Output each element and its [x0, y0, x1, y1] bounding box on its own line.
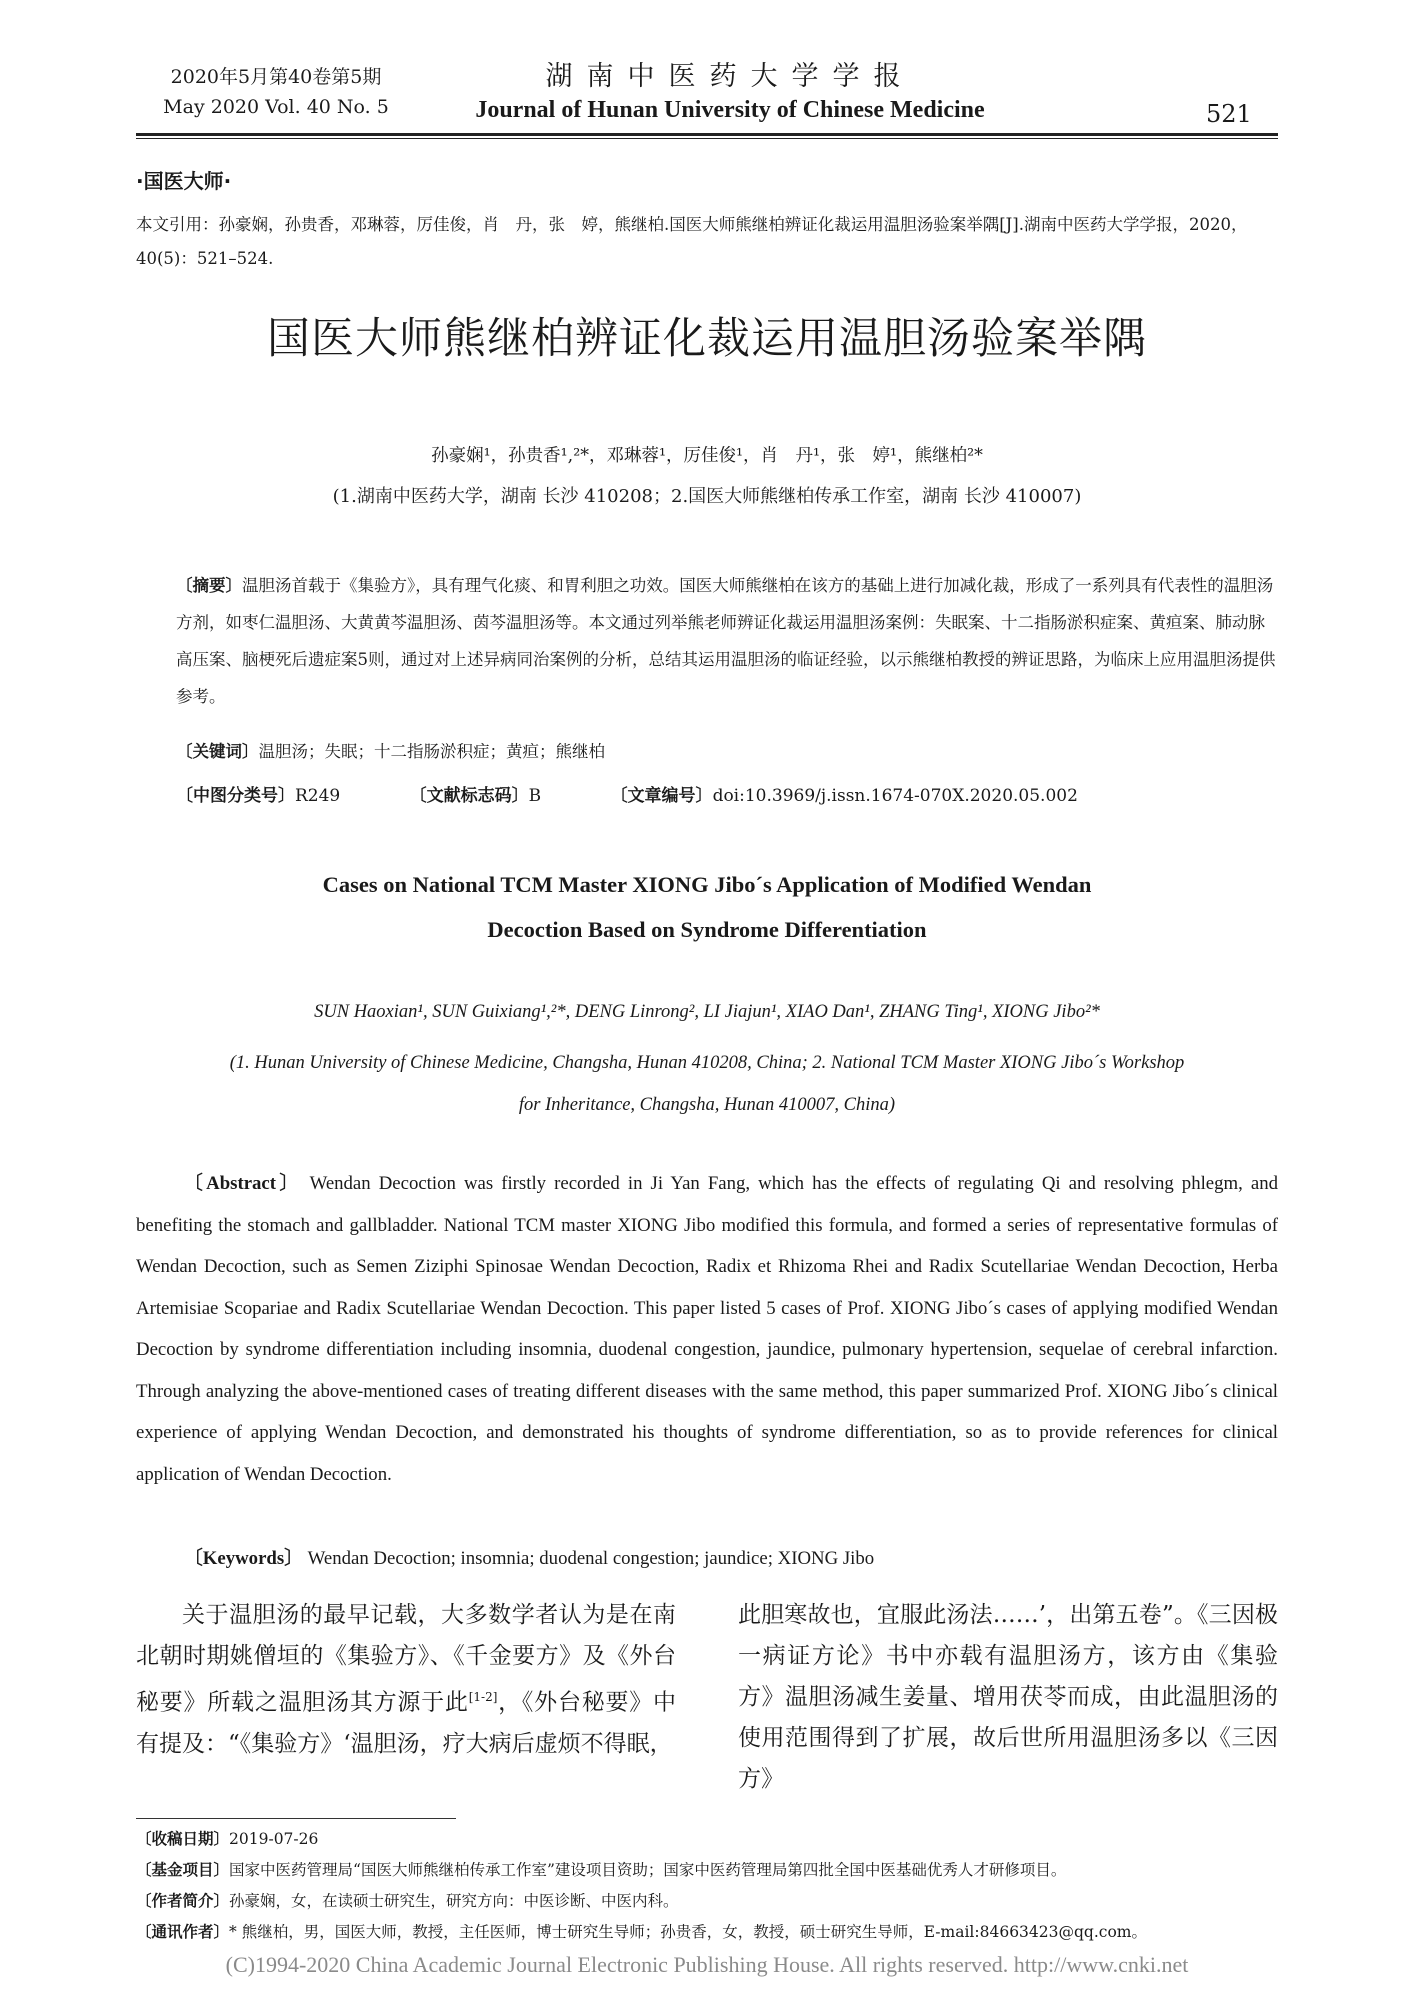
title-cn: 国医大师熊继柏辨证化裁运用温胆汤验案举隅	[267, 314, 1147, 364]
affiliation-en-line1: (1. Hunan University of Chinese Medicine, Changsha, Hunan 410208, China; 2. National TCM Master XIONG Jibo´s Workshop	[229, 1053, 1185, 1073]
abstract-en-paragraph	[136, 1163, 1278, 1495]
doc-code-item	[410, 786, 542, 806]
authors-cn: 孙豪娴¹，孙贵香¹,²*，邓琳蓉¹，厉佳俊¹，肖 丹¹，张 婷¹，熊继柏²*	[431, 446, 983, 466]
keywords-cn-label: 〔关键词〕	[176, 742, 259, 761]
issue-en: May 2020 Vol. 40 No. 5	[163, 96, 389, 118]
footnote-text: * 熊继柏，男，国医大师，教授，主任医师，博士研究生导师；孙贵香，女，教授，硕士研究生导师，E-mail:84663423@qq.com。	[229, 1923, 1147, 1941]
affiliation-en-line2: for Inheritance, Changsha, Hunan 410007, China)	[518, 1095, 896, 1115]
body-text-1b: ，《外台秘要》中有提及：“《集验方》‘温胆汤，疗大病后虚烦不得眠，	[136, 1689, 677, 1757]
abstract-en-label: 〔Abstract〕	[184, 1173, 302, 1194]
abstract-en-text: Wendan Decoction was firstly recorded in Ji Yan Fang, which has the effects of regulating Qi and resolving phlegm, and benefiting the stomach and gallbladder. National TCM master XIONG Jibo modified this formula, and formed a series of representative formulas of Wendan Decoction, such as Semen Ziziphi Spinosae Wendan Decoction, Radix et Rhizoma Rhei and Radix Scutellariae Wendan Decoction, Herba Artemisiae Scopariae and Radix Scutellariae Wendan Decoction. This paper listed 5 cases of Prof. XIONG Jibo´s cases of applying modified Wendan Decoction by syndrome differentiation including insomnia, duodenal congestion, jaundice, pulmonary hypertension, sequelae of cerebral infarction. Through analyzing the above-mentioned cases of treating different diseases with the same method, this paper summarized Prof. XIONG Jibo´s clinical experience of applying Wendan Decoction, and demonstrated his thoughts of syndrome differentiation, so as to provide references for clinical application of Wendan Decoction.	[136, 1173, 1279, 1485]
footnote-received	[136, 1824, 1278, 1855]
page-number: 521	[1206, 100, 1252, 128]
keywords-en-text: Wendan Decoction; insomnia; duodenal congestion; jaundice; XIONG Jibo	[307, 1548, 875, 1569]
abstract-cn	[176, 567, 1276, 715]
clc-value: R249	[295, 786, 341, 806]
footnote-author-bio	[136, 1886, 1278, 1917]
section-tag: ·国医大师·	[136, 169, 232, 193]
footnote-label: 〔作者简介〕	[136, 1892, 230, 1910]
footnote-rule	[136, 1818, 456, 1819]
abstract-cn-label: 〔摘要〕	[176, 576, 242, 595]
keywords-en	[184, 1543, 1274, 1570]
keywords-en-label: 〔Keywords〕	[184, 1548, 303, 1569]
citation: 本文引用：孙豪娴，孙贵香，邓琳蓉，厉佳俊，肖 丹，张 婷，熊继柏.国医大师熊继柏辨证化裁运用温胆汤验案举隅[J].湖南中医药大学学报，2020，40(5)：521–524.	[136, 215, 1248, 268]
footnote-label: 〔基金项目〕	[136, 1861, 230, 1879]
doc-code-label: 〔文献标志码〕	[409, 786, 529, 806]
affiliation-cn: (1.湖南中医药大学，湖南 长沙 410208；2.国医大师熊继柏传承工作室，湖南 长沙 410007)	[332, 486, 1082, 507]
authors-en: SUN Haoxian¹, SUN Guixiang¹,²*, DENG Linrong², LI Jiajun¹, XIAO Dan¹, ZHANG Ting¹, XIONG Jibo²*	[314, 1002, 1100, 1022]
footnote-funding	[136, 1855, 1278, 1886]
abstract-en	[136, 1163, 1278, 1495]
abstract-cn-text: 温胆汤首载于《集验方》，具有理气化痰、和胃利胆之功效。国医大师熊继柏在该方的基础上进行加减化裁，形成了一系列具有代表性的温胆汤方剂，如枣仁温胆汤、大黄黄芩温胆汤、茵芩温胆汤等。本文通过列举熊老师辨证化裁运用温胆汤案例：失眠案、十二指肠淤积症案、黄疸案、肺动脉高压案、脑梗死后遗症案5则，通过对上述异病同治案例的分析，总结其运用温胆汤的临证经验，以示熊继柏教授的辨证思路，为临床上应用温胆汤提供参考。	[176, 576, 1276, 706]
article-id-label: 〔文章编号〕	[610, 786, 713, 806]
article-id-item	[611, 786, 1078, 806]
title-en	[136, 862, 1278, 952]
classification-line	[176, 781, 1276, 806]
article-id-value: doi:10.3969/j.issn.1674-070X.2020.05.002	[712, 786, 1078, 806]
footnote-text: 2019-07-26	[229, 1830, 319, 1848]
header-rule-thick	[136, 133, 1278, 136]
body-paragraph-1	[136, 1595, 676, 1765]
footnote-text: 孙豪娴，女，在读硕士研究生，研究方向：中医诊断、中医内科。	[229, 1892, 679, 1910]
issue-cn: 2020年5月第40卷第5期	[170, 66, 382, 88]
clc-label: 〔中图分类号〕	[176, 786, 295, 806]
body-text-1a: 关于温胆汤的最早记载，大多数学者认为是在南北朝时期姚僧垣的《集验方》、《千金要方》及《外台秘要》所载之温胆汤其方源于此	[136, 1602, 676, 1716]
keywords-cn-text: 温胆汤；失眠；十二指肠淤积症；黄疸；熊继柏	[258, 742, 605, 761]
footnote-label: 〔通讯作者〕	[136, 1923, 230, 1941]
body-column-left	[136, 1595, 676, 1765]
footnote-corresponding	[136, 1917, 1278, 1948]
journal-header	[420, 60, 1040, 126]
footnote-label: 〔收稿日期〕	[136, 1830, 230, 1848]
title-en-line1: Cases on National TCM Master XIONG Jibo´s Application of Modified Wendan	[322, 872, 1092, 897]
body-paragraph-2: 此胆寒故也，宜服此汤法……’，出第五卷”。《三因极一病证方论》书中亦载有温胆汤方，该方由《集验方》温胆汤减生姜量、增用茯苓而成，由此温胆汤的使用范围得到了扩展，故后世所用温胆汤多以《三因方》	[738, 1602, 1278, 1792]
clc-item	[176, 786, 340, 806]
keywords-cn	[176, 738, 1276, 762]
footnote-text: 国家中医药管理局“国医大师熊继柏传承工作室”建设项目资助；国家中医药管理局第四批全国中医基础优秀人才研修项目。	[229, 1861, 1067, 1879]
issue-info	[136, 62, 416, 122]
copyright-watermark: (C)1994-2020 China Academic Journal Electronic Publishing House. All rights reserved. http://www.cnki.net	[225, 1952, 1189, 1977]
header-rule-thin	[136, 138, 1278, 139]
footnotes	[136, 1824, 1278, 1948]
title-en-line2: Decoction Based on Syndrome Differentiation	[487, 917, 927, 942]
doc-code-value: B	[528, 786, 542, 806]
journal-name-en: Journal of Hunan University of Chinese Medicine	[475, 97, 985, 123]
reference-mark: [1-2]	[468, 1690, 498, 1704]
journal-name-cn: 湖南中医药大学学报	[545, 61, 915, 92]
body-column-right	[738, 1595, 1278, 1800]
affiliation-en	[136, 1042, 1278, 1126]
